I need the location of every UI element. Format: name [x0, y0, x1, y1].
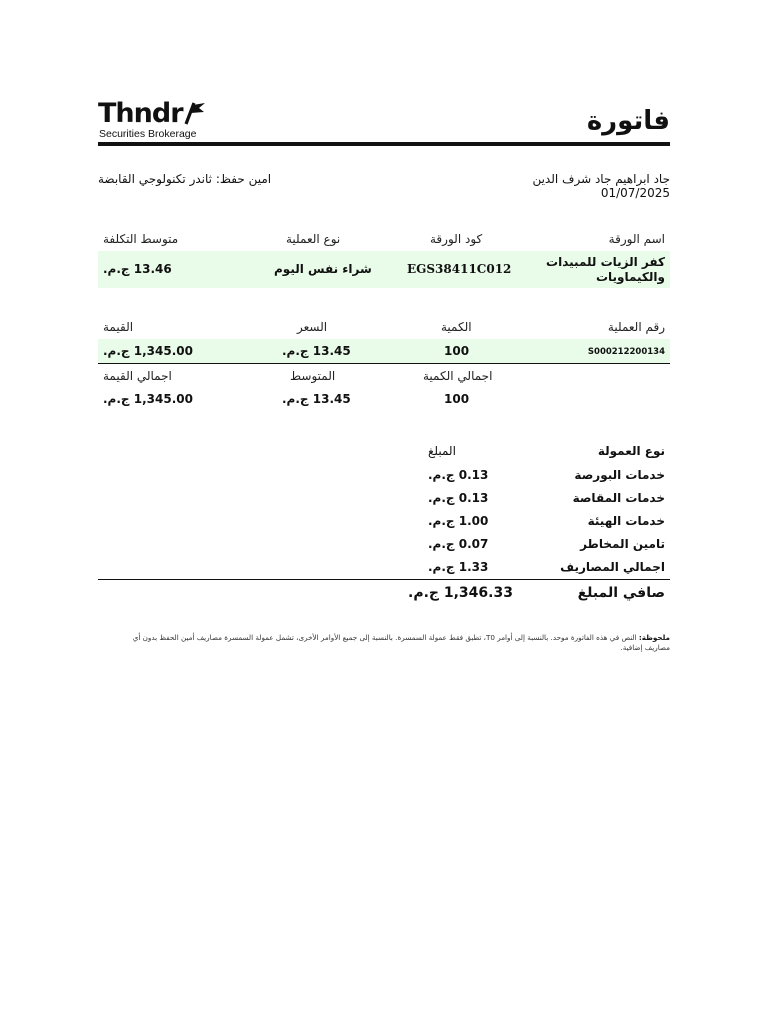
label-order-number: رقم العملية — [607, 320, 665, 334]
fee-label-exchange: خدمات البورصة — [574, 468, 665, 482]
client-info — [532, 172, 670, 200]
header-divider — [98, 142, 670, 146]
client-name: جاد ابراهيم جاد شرف الدين — [532, 172, 670, 186]
label-average: المتوسط — [290, 369, 336, 383]
security-name-line2: والكيماويات — [595, 270, 665, 284]
average-price: 13.45 ج.م. — [282, 392, 351, 406]
label-total-value: اجمالي القيمة — [103, 369, 172, 383]
invoice-title: فاتورة — [586, 106, 670, 136]
label-security-code: كود الورقة — [430, 232, 483, 246]
logo-wordmark: Thndr — [98, 98, 183, 129]
security-name-line1: كفر الزيات للمبيدات — [546, 255, 665, 269]
footnote — [108, 633, 670, 653]
security-name — [546, 255, 665, 285]
order-quantity: 100 — [444, 344, 470, 358]
order-number: S000212200134 — [587, 347, 665, 357]
total-quantity: 100 — [444, 392, 470, 406]
fee-amount-risk-insurance: 0.07 ج.م. — [428, 537, 489, 551]
fee-type-header: نوع العمولة — [597, 444, 665, 458]
fee-label-authority: خدمات الهيئة — [587, 514, 665, 528]
order-price: 13.45 ج.م. — [282, 344, 351, 358]
fee-amount-exchange: 0.13 ج.م. — [428, 468, 489, 482]
invoice-date: 01/07/2025 — [600, 186, 670, 200]
flag-icon — [184, 101, 206, 125]
label-quantity: الكمية — [441, 320, 472, 334]
footnote-text: النص في هذه الفاتورة موحد. بالنسبة إلى أوامر T0، تطبق فقط عمولة السمسرة. بالنسبة إلى جميع الأوامر الأخرى، تشمل عمولة السمسرة مصاريف أمين الحفظ بدون أي مصاريف إضافية. — [132, 633, 670, 652]
fee-amount-total-expenses: 1.33 ج.م. — [428, 560, 489, 574]
net-divider — [98, 579, 670, 580]
fee-amount-authority: 1.00 ج.م. — [428, 514, 489, 528]
order-divider — [98, 363, 670, 364]
logo-subtitle: Securities Brokerage — [99, 128, 197, 140]
label-value: القيمة — [103, 320, 134, 334]
security-code: EGS38411C012 — [407, 262, 512, 276]
total-value: 1,345.00 ج.م. — [103, 392, 193, 406]
fee-label-total-expenses: اجمالي المصاريف — [560, 560, 665, 574]
net-amount-label: صافي المبلغ — [577, 585, 665, 601]
net-amount: 1,346.33 ج.م. — [408, 585, 513, 601]
label-total-quantity: اجمالي الكمية — [423, 369, 493, 383]
label-price: السعر — [297, 320, 328, 334]
custodian-info: امين حفظ: ثاندر تكنولوجي القابضة — [98, 172, 272, 186]
operation-type: شراء نفس اليوم — [274, 262, 372, 276]
thndr-logo — [98, 98, 218, 142]
fee-label-clearing: خدمات المقاصة — [572, 491, 665, 505]
label-average-cost: متوسط التكلفة — [103, 232, 179, 246]
fee-amount-header: المبلغ — [428, 444, 456, 458]
fee-label-risk-insurance: تامين المخاطر — [580, 537, 665, 551]
footnote-title: ملحوظة: — [638, 633, 670, 642]
label-operation-type: نوع العملية — [286, 232, 341, 246]
fee-amount-clearing: 0.13 ج.م. — [428, 491, 489, 505]
order-value: 1,345.00 ج.م. — [103, 344, 193, 358]
invoice-page — [98, 0, 670, 1024]
average-cost: 13.46 ج.م. — [103, 262, 172, 276]
label-security-name: اسم الورقة — [608, 232, 665, 246]
